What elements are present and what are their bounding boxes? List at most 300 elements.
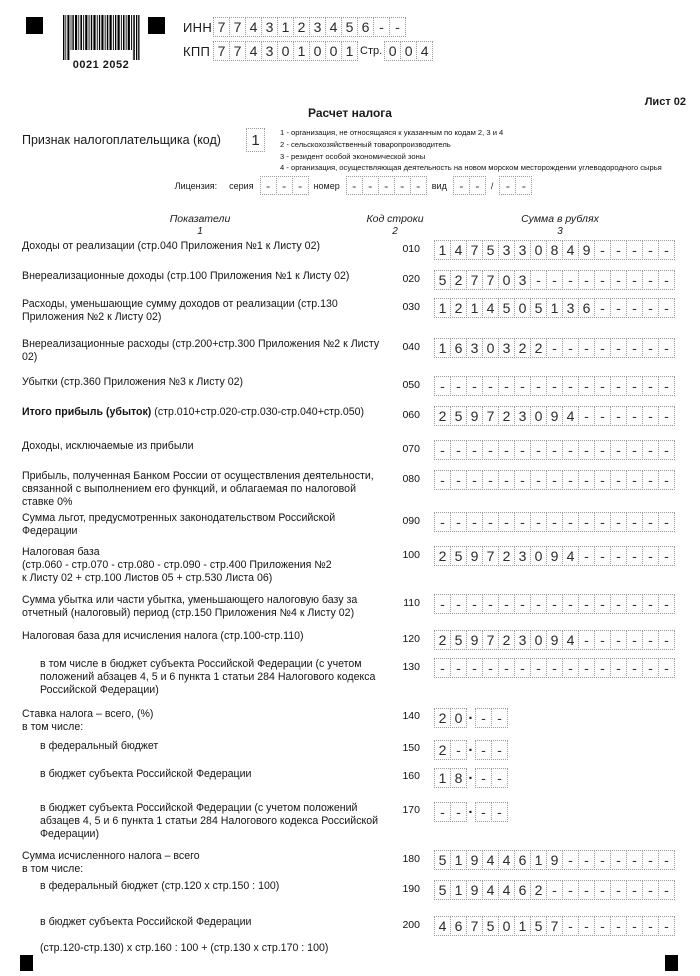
cell[interactable]: 7 [546,916,563,936]
cell[interactable]: - [642,658,659,678]
cell[interactable]: 4 [562,240,579,260]
cell[interactable]: - [578,850,595,870]
cell[interactable]: 9 [546,630,563,650]
cell[interactable]: - [466,376,483,396]
cell[interactable]: - [530,594,547,614]
cell[interactable]: 1 [246,128,265,152]
cell[interactable]: - [482,658,499,678]
cell[interactable]: 3 [514,546,531,566]
cell[interactable]: 2 [450,270,467,290]
cell[interactable]: - [530,512,547,532]
cell[interactable]: - [626,440,643,460]
cell[interactable]: - [498,512,515,532]
cell[interactable]: - [642,298,659,318]
cell[interactable]: - [530,376,547,396]
row-value[interactable] [422,240,674,260]
cell[interactable]: 5 [530,916,547,936]
cell[interactable]: - [658,270,675,290]
cell[interactable]: - [610,406,627,426]
row-value[interactable] [422,802,507,822]
cell[interactable]: 4 [562,630,579,650]
row-value-cells[interactable] [434,594,674,614]
cell[interactable]: - [594,406,611,426]
cell[interactable]: - [475,708,492,728]
cell[interactable]: 3 [514,270,531,290]
cell[interactable]: - [626,270,643,290]
row-value-integer-cells[interactable] [434,740,466,760]
row-value[interactable] [422,630,674,650]
cell[interactable]: - [546,880,563,900]
cell[interactable]: 3 [514,240,531,260]
cell[interactable]: - [562,512,579,532]
cell[interactable]: 4 [416,41,433,61]
cell[interactable]: - [642,376,659,396]
cell[interactable]: 5 [530,298,547,318]
cell[interactable]: 0 [325,41,342,61]
cell[interactable]: 0 [498,270,515,290]
row-value[interactable] [422,338,674,358]
cell[interactable]: - [594,916,611,936]
cell[interactable]: 5 [341,17,358,37]
row-value-cells[interactable] [434,240,674,260]
row-value-cells[interactable] [434,512,674,532]
cell[interactable]: 0 [530,630,547,650]
cell[interactable]: - [658,240,675,260]
cell[interactable]: - [498,594,515,614]
cell[interactable]: - [394,176,411,195]
row-value-cells[interactable] [434,298,674,318]
cell[interactable]: 2 [434,406,451,426]
cell[interactable]: 4 [325,17,342,37]
cell[interactable]: 5 [498,298,515,318]
cell[interactable]: - [499,176,516,195]
row-value[interactable] [422,270,674,290]
cell[interactable]: 7 [213,41,230,61]
cell[interactable]: - [378,176,395,195]
cell[interactable]: 6 [450,338,467,358]
row-value-cells[interactable] [434,440,674,460]
cell[interactable]: - [658,406,675,426]
cell[interactable]: - [658,594,675,614]
cell[interactable]: - [434,802,451,822]
cell[interactable]: 3 [514,630,531,650]
cell[interactable]: - [658,630,675,650]
cell[interactable]: 7 [229,41,246,61]
cell[interactable]: 2 [434,740,451,760]
cell[interactable]: 2 [514,338,531,358]
cell[interactable]: - [626,658,643,678]
cell[interactable]: - [658,850,675,870]
row-value[interactable] [422,708,507,728]
cell[interactable]: 8 [546,240,563,260]
cell[interactable]: 0 [384,41,401,61]
row-value[interactable] [422,546,674,566]
cell[interactable]: 7 [213,17,230,37]
cell[interactable]: - [658,546,675,566]
row-value[interactable] [422,768,507,788]
row-value[interactable] [422,470,674,490]
cell[interactable]: - [373,17,390,37]
cell[interactable]: 2 [293,17,310,37]
cell[interactable]: 1 [514,916,531,936]
cell[interactable]: - [642,594,659,614]
cell[interactable]: - [594,440,611,460]
row-value-cells[interactable] [434,850,674,870]
cell[interactable]: 1 [434,768,451,788]
cell[interactable]: 1 [450,850,467,870]
cell[interactable]: - [578,338,595,358]
cell[interactable]: - [626,512,643,532]
cell[interactable]: 3 [466,338,483,358]
cell[interactable]: - [658,376,675,396]
cell[interactable]: 9 [466,406,483,426]
row-value[interactable] [422,594,674,614]
cell[interactable]: - [434,440,451,460]
cell[interactable]: 1 [434,338,451,358]
row-value-fraction-cells[interactable] [475,740,507,760]
cell[interactable]: - [514,658,531,678]
cell[interactable]: 2 [498,546,515,566]
cell[interactable]: 9 [546,406,563,426]
cell[interactable]: - [610,512,627,532]
row-value-cells[interactable] [434,546,674,566]
cell[interactable]: - [562,270,579,290]
cell[interactable]: - [546,512,563,532]
cell[interactable]: - [514,512,531,532]
cell[interactable]: - [594,630,611,650]
cell[interactable]: - [515,176,532,195]
cell[interactable]: - [594,850,611,870]
cell[interactable]: 0 [530,240,547,260]
cell[interactable]: 5 [450,630,467,650]
cell[interactable]: 5 [434,270,451,290]
cell[interactable]: - [530,470,547,490]
cell[interactable]: - [610,916,627,936]
cell[interactable]: - [562,440,579,460]
cell[interactable]: 9 [466,850,483,870]
taxpayer-sign-cells[interactable] [246,128,264,152]
cell[interactable]: 7 [482,630,499,650]
cell[interactable]: 5 [450,546,467,566]
row-value-fraction-cells[interactable] [475,768,507,788]
cell[interactable]: 1 [450,880,467,900]
row-value[interactable] [422,406,674,426]
cell[interactable]: - [530,270,547,290]
cell[interactable]: - [610,270,627,290]
cell[interactable]: - [260,176,277,195]
cell[interactable]: - [482,376,499,396]
cell[interactable]: - [642,470,659,490]
cell[interactable]: - [450,802,467,822]
cell[interactable]: - [578,440,595,460]
cell[interactable]: - [642,512,659,532]
taxpayer-sign-value[interactable] [246,128,264,152]
cell[interactable]: - [610,338,627,358]
cell[interactable]: - [450,740,467,760]
cell[interactable]: 1 [277,17,294,37]
cell[interactable]: - [514,440,531,460]
cell[interactable]: - [642,630,659,650]
cell[interactable]: - [530,440,547,460]
cell[interactable]: - [658,298,675,318]
cell[interactable]: - [514,376,531,396]
cell[interactable]: 4 [482,298,499,318]
cell[interactable]: 0 [309,41,326,61]
cell[interactable]: - [578,512,595,532]
cell[interactable]: 2 [530,338,547,358]
license-series-cells[interactable] [260,176,308,195]
cell[interactable]: - [346,176,363,195]
row-value-cells[interactable] [434,470,674,490]
cell[interactable]: - [475,802,492,822]
row-value[interactable] [422,376,674,396]
cell[interactable]: 1 [530,850,547,870]
cell[interactable]: 9 [578,240,595,260]
cell[interactable]: - [610,440,627,460]
cell[interactable]: - [466,658,483,678]
cell[interactable]: - [546,658,563,678]
cell[interactable]: - [610,240,627,260]
row-value-integer-cells[interactable] [434,768,466,788]
cell[interactable]: - [498,470,515,490]
cell[interactable]: 9 [546,546,563,566]
row-value-fraction-cells[interactable] [475,708,507,728]
cell[interactable]: - [610,880,627,900]
cell[interactable]: - [292,176,309,195]
cell[interactable]: - [498,658,515,678]
cell[interactable]: - [626,880,643,900]
cell[interactable]: - [466,470,483,490]
row-value[interactable] [422,440,674,460]
cell[interactable]: - [578,470,595,490]
cell[interactable]: - [578,916,595,936]
kpp-value-cells[interactable] [213,41,357,61]
cell[interactable]: 5 [482,240,499,260]
cell[interactable]: - [594,594,611,614]
cell[interactable]: 1 [293,41,310,61]
cell[interactable]: - [610,546,627,566]
cell[interactable]: - [658,338,675,358]
cell[interactable]: - [469,176,486,195]
cell[interactable]: - [482,512,499,532]
cell[interactable]: - [562,658,579,678]
cell[interactable]: - [450,440,467,460]
cell[interactable]: 3 [309,17,326,37]
row-value-cells[interactable] [434,658,674,678]
cell[interactable]: - [578,406,595,426]
cell[interactable]: 0 [482,338,499,358]
cell[interactable]: 3 [562,298,579,318]
cell[interactable]: 4 [450,240,467,260]
license-number-cells[interactable] [346,176,426,195]
cell[interactable]: 2 [434,630,451,650]
cell[interactable]: 7 [466,240,483,260]
cell[interactable]: - [626,298,643,318]
cell[interactable]: - [594,298,611,318]
cell[interactable]: 0 [400,41,417,61]
cell[interactable]: - [610,298,627,318]
cell[interactable]: - [546,470,563,490]
cell[interactable]: - [514,470,531,490]
cell[interactable]: - [389,17,406,37]
cell[interactable]: - [642,880,659,900]
cell[interactable]: 7 [466,916,483,936]
cell[interactable]: 3 [498,240,515,260]
cell[interactable]: - [642,850,659,870]
cell[interactable]: 0 [514,298,531,318]
cell[interactable]: 5 [434,850,451,870]
cell[interactable]: - [578,594,595,614]
cell[interactable]: - [626,594,643,614]
cell[interactable]: - [642,240,659,260]
cell[interactable]: 4 [482,880,499,900]
cell[interactable]: 0 [450,708,467,728]
cell[interactable]: - [610,376,627,396]
row-value[interactable] [422,298,674,318]
cell[interactable]: 4 [562,546,579,566]
cell[interactable]: - [594,512,611,532]
row-value[interactable] [422,512,674,532]
cell[interactable]: 1 [434,240,451,260]
row-value-integer-cells[interactable] [434,708,466,728]
cell[interactable]: - [578,270,595,290]
cell[interactable]: 4 [562,406,579,426]
cell[interactable]: 1 [341,41,358,61]
cell[interactable]: - [626,406,643,426]
cell[interactable]: - [450,594,467,614]
row-value-integer-cells[interactable] [434,802,466,822]
cell[interactable]: - [578,546,595,566]
cell[interactable]: - [475,768,492,788]
cell[interactable]: 4 [482,850,499,870]
cell[interactable]: - [594,880,611,900]
cell[interactable]: 6 [450,916,467,936]
cell[interactable]: - [434,512,451,532]
cell[interactable]: - [610,630,627,650]
cell[interactable]: 7 [482,406,499,426]
cell[interactable]: 0 [277,41,294,61]
cell[interactable]: - [594,376,611,396]
cell[interactable]: - [642,338,659,358]
cell[interactable]: - [642,916,659,936]
cell[interactable]: - [562,916,579,936]
cell[interactable]: - [450,512,467,532]
cell[interactable]: - [546,338,563,358]
cell[interactable]: - [562,338,579,358]
cell[interactable]: - [658,916,675,936]
cell[interactable]: 0 [498,916,515,936]
license-kind-right-cells[interactable] [499,176,531,195]
cell[interactable]: - [594,658,611,678]
cell[interactable]: 7 [466,270,483,290]
row-value-cells[interactable] [434,916,674,936]
row-value-fraction-cells[interactable] [475,802,507,822]
cell[interactable]: - [546,270,563,290]
cell[interactable]: - [562,376,579,396]
cell[interactable]: 4 [434,916,451,936]
cell[interactable]: - [610,594,627,614]
cell[interactable]: 4 [245,17,262,37]
cell[interactable]: 1 [434,298,451,318]
row-value-cells[interactable] [434,880,674,900]
row-value[interactable] [422,740,507,760]
cell[interactable]: - [610,470,627,490]
cell[interactable]: - [610,850,627,870]
cell[interactable]: 9 [466,546,483,566]
cell[interactable]: - [491,740,508,760]
cell[interactable]: - [450,658,467,678]
cell[interactable]: - [434,470,451,490]
cell[interactable]: - [626,630,643,650]
cell[interactable]: - [434,376,451,396]
cell[interactable]: 5 [482,916,499,936]
cell[interactable]: - [466,440,483,460]
cell[interactable]: - [578,658,595,678]
cell[interactable]: - [594,470,611,490]
cell[interactable]: 9 [466,630,483,650]
cell[interactable]: - [594,546,611,566]
inn-value-cells[interactable] [213,17,405,37]
cell[interactable]: 5 [450,406,467,426]
cell[interactable]: - [626,376,643,396]
cell[interactable]: - [491,802,508,822]
cell[interactable]: - [562,850,579,870]
cell[interactable]: 6 [514,880,531,900]
cell[interactable]: 0 [530,546,547,566]
cell[interactable]: 3 [514,406,531,426]
row-value-cells[interactable] [434,630,674,650]
cell[interactable]: 6 [578,298,595,318]
cell[interactable]: - [466,594,483,614]
cell[interactable]: 2 [450,298,467,318]
cell[interactable]: - [362,176,379,195]
cell[interactable]: - [578,376,595,396]
row-value[interactable] [422,658,674,678]
cell[interactable]: - [491,708,508,728]
cell[interactable]: - [626,338,643,358]
row-value[interactable] [422,880,674,900]
cell[interactable]: 3 [498,338,515,358]
cell[interactable]: - [482,440,499,460]
cell[interactable]: 3 [261,41,278,61]
license-kind-left-cells[interactable] [453,176,485,195]
cell[interactable]: - [434,594,451,614]
cell[interactable]: 3 [261,17,278,37]
cell[interactable]: - [434,658,451,678]
row-value-cells[interactable] [434,376,674,396]
cell[interactable]: - [594,338,611,358]
row-value-cells[interactable] [434,338,674,358]
cell[interactable]: - [594,270,611,290]
cell[interactable]: 2 [498,630,515,650]
cell[interactable]: 1 [466,298,483,318]
cell[interactable]: 4 [498,850,515,870]
cell[interactable]: 6 [357,17,374,37]
cell[interactable]: - [562,470,579,490]
row-value-cells[interactable] [434,406,674,426]
cell[interactable]: 7 [482,270,499,290]
cell[interactable]: - [491,768,508,788]
cell[interactable]: 2 [434,708,451,728]
cell[interactable]: 7 [482,546,499,566]
cell[interactable]: 0 [530,406,547,426]
cell[interactable]: - [482,470,499,490]
cell[interactable]: - [658,512,675,532]
cell[interactable]: - [482,594,499,614]
cell[interactable]: - [562,594,579,614]
cell[interactable]: 1 [546,298,563,318]
cell[interactable]: 9 [546,850,563,870]
